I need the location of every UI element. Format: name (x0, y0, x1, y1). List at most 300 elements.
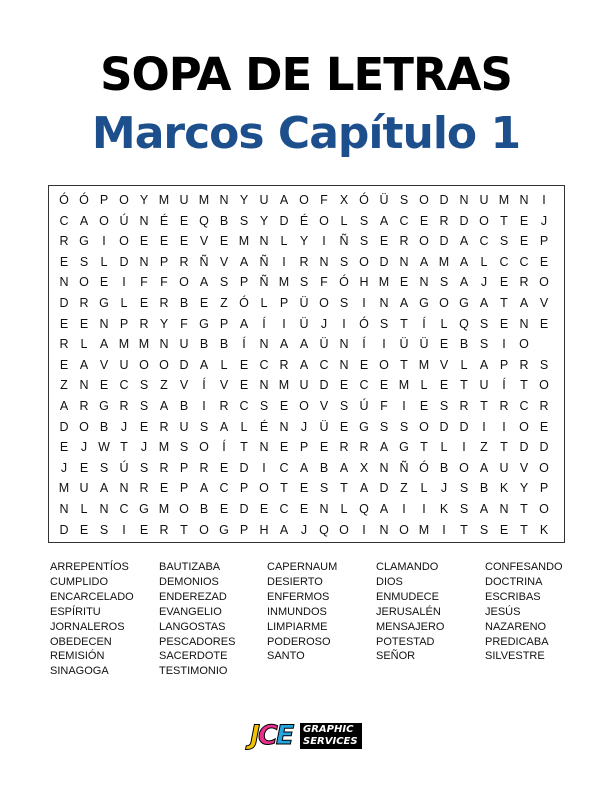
word-list-item: BAUTIZABA (159, 561, 221, 573)
grid-letter: P (499, 357, 509, 372)
grid-row (49, 519, 564, 541)
grid-letter: O (79, 419, 89, 434)
grid-letter: R (219, 399, 229, 413)
word-list-item: POTESTAD (376, 635, 435, 648)
grid-letter: L (120, 296, 128, 310)
word-list-item: SANTO (267, 650, 305, 663)
grid-letter: A (379, 213, 389, 228)
grid-letter: L (220, 357, 228, 372)
grid-letter: T (480, 399, 488, 413)
grid-letter: Ó (59, 193, 69, 207)
grid-letter: O (439, 296, 449, 310)
grid-letter: T (500, 213, 508, 228)
word-list-item: CAPERNAUM (267, 561, 338, 573)
grid-letter: T (520, 502, 528, 516)
grid-letter: R (79, 296, 89, 310)
grid-letter: B (179, 399, 189, 413)
word-list-item: INMUNDOS (267, 605, 327, 618)
grid-letter: N (139, 213, 149, 228)
logo-line-2: SERVICES (303, 736, 358, 747)
grid-letter: S (459, 502, 469, 516)
grid-letter: A (239, 254, 249, 269)
grid-letter: P (99, 193, 109, 207)
grid-letter: Í (362, 337, 366, 352)
grid-letter: Q (459, 316, 469, 331)
grid-letter: Ñ (259, 254, 269, 269)
grid-letter: M (398, 378, 410, 393)
grid-letter: B (459, 337, 469, 352)
grid-letter: J (480, 275, 488, 290)
grid-letter: V (199, 234, 209, 249)
grid-letter: R (199, 460, 209, 475)
grid-letter: A (279, 193, 289, 207)
grid-letter: I (282, 316, 286, 331)
grid-letter: C (499, 254, 509, 269)
grid-row (49, 292, 564, 314)
grid-row (49, 498, 564, 520)
grid-letter: L (420, 378, 428, 393)
grid-letter: A (239, 316, 249, 331)
grid-letter: O (339, 522, 349, 537)
word-list-item: LIMPIARME (267, 620, 328, 633)
grid-letter: D (179, 357, 189, 372)
word-list-item: ENCARCELADO (50, 590, 134, 603)
grid-letter: K (539, 522, 549, 537)
word-list-item: REMISIÓN (50, 650, 105, 663)
grid-letter: O (539, 460, 549, 475)
word-list-item: JESÚS (485, 605, 521, 618)
jce-mark: JCE (250, 720, 293, 751)
grid-letter: X (339, 193, 349, 207)
grid-letter: T (500, 440, 508, 455)
grid-letter: I (502, 337, 506, 352)
grid-letter: Ü (399, 337, 409, 352)
grid-letter: O (359, 254, 369, 269)
grid-letter: T (500, 296, 508, 310)
grid-letter: R (159, 460, 169, 475)
grid-letter: E (239, 357, 249, 372)
word-list-item: ESPÍRITU (50, 605, 101, 618)
grid-letter: U (479, 193, 489, 207)
grid-letter: Ñ (399, 460, 409, 475)
grid-row (49, 395, 564, 417)
grid-letter: C (239, 399, 249, 413)
grid-letter: Y (259, 213, 269, 228)
grid-letter: N (399, 254, 409, 269)
grid-letter: S (439, 275, 449, 290)
grid-letter: D (439, 419, 449, 434)
grid-letter: Y (299, 234, 309, 249)
grid-letter: É (299, 213, 309, 228)
grid-letter: U (479, 378, 489, 393)
grid-letter: F (380, 399, 388, 413)
grid-letter: E (59, 254, 69, 269)
grid-letter: I (502, 419, 506, 434)
grid-letter: E (279, 440, 289, 455)
word-list-item: CUMPLIDO (50, 575, 109, 588)
grid-letter: Q (199, 213, 209, 228)
grid-letter: E (519, 213, 529, 228)
grid-letter: M (378, 275, 390, 290)
grid-letter: A (479, 296, 489, 310)
grid-letter: M (158, 502, 170, 516)
word-list-item: ENMUDECE (376, 590, 439, 603)
grid-letter: E (499, 522, 509, 537)
grid-letter: Ü (299, 316, 309, 331)
grid-letter: R (139, 481, 149, 496)
grid-letter: L (340, 213, 348, 228)
grid-letter: S (399, 193, 409, 207)
grid-letter: N (419, 275, 429, 290)
grid-letter: S (139, 460, 149, 475)
grid-letter: J (300, 522, 308, 537)
grid-row (49, 374, 564, 396)
grid-letter: É (159, 213, 169, 228)
grid-letter: B (219, 213, 229, 228)
grid-letter: F (320, 193, 328, 207)
grid-letter: J (440, 481, 448, 496)
grid-letter: E (179, 213, 189, 228)
grid-letter: F (180, 316, 188, 331)
grid-letter: L (240, 419, 248, 434)
grid-letter: Z (160, 378, 168, 393)
grid-letter: A (419, 254, 429, 269)
grid-letter: R (139, 316, 149, 331)
grid-row (49, 333, 564, 355)
grid-letter: O (119, 193, 129, 207)
grid-letter: E (139, 522, 149, 537)
grid-letter: Í (422, 316, 426, 331)
grid-letter: N (519, 193, 529, 207)
grid-letter: N (119, 481, 129, 496)
grid-letter: Ú (119, 460, 129, 475)
grid-letter: M (158, 193, 170, 207)
grid-letter: R (299, 254, 309, 269)
grid-letter: M (498, 193, 510, 207)
grid-letter: N (499, 502, 509, 516)
grid-letter: A (59, 399, 69, 413)
grid-letter: G (139, 502, 149, 516)
grid-row (49, 189, 564, 211)
grid-letter: P (299, 440, 309, 455)
grid-letter: T (460, 522, 468, 537)
grid-letter: L (440, 440, 448, 455)
grid-letter: M (438, 254, 450, 269)
grid-letter: D (539, 440, 549, 455)
grid-row (49, 457, 564, 479)
grid-letter: M (158, 440, 170, 455)
word-list-item: JORNALEROS (50, 620, 125, 633)
grid-row (49, 230, 564, 252)
grid-letter: Ü (379, 193, 389, 207)
grid-letter: T (520, 378, 528, 393)
grid-letter: N (259, 337, 269, 352)
grid-letter: U (119, 357, 129, 372)
grid-letter: O (539, 378, 549, 393)
grid-letter: Í (502, 378, 506, 393)
grid-letter: S (359, 234, 369, 249)
grid-letter: Q (319, 522, 329, 537)
grid-letter: O (519, 337, 529, 352)
grid-letter: E (139, 419, 149, 434)
grid-letter: A (299, 337, 309, 352)
grid-letter: L (80, 337, 88, 352)
grid-letter: C (279, 502, 289, 516)
grid-letter: C (319, 357, 329, 372)
grid-letter: A (479, 502, 489, 516)
grid-letter: E (219, 460, 229, 475)
grid-letter: R (459, 399, 469, 413)
word-list-item: ENDEREZAD (159, 590, 227, 603)
grid-letter: P (159, 254, 169, 269)
grid-letter: O (539, 275, 549, 290)
grid-letter: O (419, 234, 429, 249)
grid-letter: P (539, 234, 549, 249)
grid-letter: I (402, 399, 406, 413)
word-list-item: DESIERTO (267, 575, 323, 588)
grid-letter: O (459, 460, 469, 475)
grid-letter: S (459, 481, 469, 496)
grid-letter: O (119, 234, 129, 249)
grid-letter: C (119, 378, 129, 393)
grid-letter: R (159, 419, 169, 434)
grid-letter: N (379, 296, 389, 310)
grid-letter: E (439, 378, 449, 393)
grid-letter: L (260, 296, 268, 310)
grid-letter: M (198, 193, 210, 207)
grid-letter: E (199, 296, 209, 310)
grid-letter: P (239, 275, 249, 290)
grid-letter: E (259, 502, 269, 516)
grid-letter: F (140, 275, 148, 290)
grid-letter: D (459, 419, 469, 434)
grid-letter: E (439, 337, 449, 352)
grid-letter: N (259, 378, 269, 393)
grid-letter: I (542, 193, 546, 207)
grid-letter: D (239, 502, 249, 516)
grid-letter: I (322, 234, 326, 249)
grid-letter: U (259, 193, 269, 207)
grid-letter: S (139, 378, 149, 393)
grid-letter: C (219, 481, 229, 496)
grid-letter: N (79, 378, 89, 393)
grid-letter: O (519, 419, 529, 434)
grid-letter: J (300, 419, 308, 434)
grid-letter: Í (222, 440, 226, 455)
grid-letter: S (379, 316, 389, 331)
grid-row (49, 477, 564, 499)
grid-letter: R (519, 275, 529, 290)
grid-letter: S (239, 213, 249, 228)
grid-letter: R (279, 357, 289, 372)
letter-grid (48, 185, 565, 543)
grid-letter: P (539, 481, 549, 496)
grid-letter: Ú (119, 213, 129, 228)
graphic-services-badge (300, 723, 362, 749)
grid-letter: O (99, 213, 109, 228)
grid-letter: V (539, 296, 549, 310)
grid-letter: B (219, 337, 229, 352)
page-title: SOPA DE LETRAS (100, 48, 512, 101)
grid-letter: V (519, 460, 529, 475)
grid-letter: O (79, 275, 89, 290)
grid-letter: Y (159, 316, 169, 331)
grid-letter: B (179, 296, 189, 310)
grid-letter: A (299, 460, 309, 475)
grid-letter: O (299, 399, 309, 413)
grid-letter: T (520, 522, 528, 537)
grid-letter: I (402, 502, 406, 516)
grid-letter: M (418, 357, 430, 372)
grid-letter: F (160, 275, 168, 290)
grid-letter: L (440, 316, 448, 331)
grid-letter: O (419, 193, 429, 207)
grid-letter: Ñ (259, 275, 269, 290)
grid-letter: U (179, 193, 189, 207)
grid-letter: G (459, 296, 469, 310)
grid-letter: L (420, 481, 428, 496)
grid-letter: A (399, 296, 409, 310)
grid-letter: C (519, 254, 529, 269)
grid-letter: C (259, 357, 269, 372)
grid-letter: G (359, 419, 369, 434)
grid-letter: N (519, 316, 529, 331)
grid-letter: S (199, 419, 209, 434)
grid-letter: P (219, 316, 229, 331)
grid-letter: A (459, 275, 469, 290)
grid-letter: M (138, 337, 150, 352)
grid-letter: Y (239, 193, 249, 207)
grid-letter: D (439, 234, 449, 249)
grid-row (49, 436, 564, 458)
grid-letter: R (399, 234, 409, 249)
grid-letter: E (339, 378, 349, 393)
grid-letter: I (462, 440, 466, 455)
grid-letter: Ü (419, 337, 429, 352)
grid-letter: R (79, 399, 89, 413)
grid-letter: O (179, 502, 189, 516)
grid-letter: Ó (339, 275, 349, 290)
grid-letter: Y (519, 481, 529, 496)
grid-letter: E (59, 316, 69, 331)
grid-letter: Ú (359, 399, 369, 413)
grid-letter: S (399, 419, 409, 434)
word-list-item: PODEROSO (267, 635, 331, 648)
grid-row (49, 271, 564, 293)
grid-letter: E (539, 254, 549, 269)
grid-letter: T (400, 357, 408, 372)
grid-letter: R (59, 337, 69, 352)
grid-letter: L (340, 502, 348, 516)
grid-row (49, 251, 564, 273)
grid-row (49, 313, 564, 335)
grid-letter: E (419, 213, 429, 228)
grid-letter: P (279, 296, 289, 310)
grid-letter: T (460, 378, 468, 393)
grid-letter: N (259, 440, 269, 455)
grid-letter: D (59, 419, 69, 434)
grid-letter: E (379, 234, 389, 249)
word-list-item: SINAGOGA (50, 665, 109, 678)
grid-letter: V (179, 378, 189, 393)
grid-letter: A (199, 481, 209, 496)
word-list-item: PREDICABA (485, 635, 549, 648)
grid-letter: A (159, 399, 169, 413)
grid-letter: N (159, 337, 169, 352)
grid-letter: I (202, 399, 206, 413)
grid-letter: L (80, 502, 88, 516)
grid-letter: V (319, 399, 329, 413)
grid-letter: R (339, 440, 349, 455)
grid-letter: A (379, 440, 389, 455)
grid-letter: J (320, 316, 328, 331)
grid-letter: I (282, 254, 286, 269)
grid-letter: V (219, 378, 229, 393)
grid-letter: J (540, 213, 548, 228)
grid-letter: O (159, 357, 169, 372)
grid-letter: A (339, 460, 349, 475)
grid-letter: A (479, 357, 489, 372)
grid-letter: E (79, 316, 89, 331)
grid-letter: E (219, 502, 229, 516)
grid-letter: Z (400, 481, 408, 496)
grid-letter: Y (139, 193, 149, 207)
grid-letter: E (99, 275, 109, 290)
grid-letter: E (219, 234, 229, 249)
grid-letter: O (319, 213, 329, 228)
grid-letter: K (439, 502, 449, 516)
grid-letter: J (60, 460, 68, 475)
grid-letter: Z (480, 440, 488, 455)
grid-letter: D (59, 522, 69, 537)
grid-letter: J (80, 440, 88, 455)
grid-letter: G (399, 440, 409, 455)
grid-letter: V (219, 254, 229, 269)
grid-letter: I (362, 296, 366, 310)
grid-letter: R (359, 440, 369, 455)
grid-letter: E (79, 522, 89, 537)
grid-letter: I (382, 337, 386, 352)
grid-letter: O (299, 193, 309, 207)
grid-letter: Ü (319, 337, 329, 352)
grid-letter: Ñ (199, 254, 209, 269)
grid-letter: D (119, 254, 129, 269)
grid-letter: L (460, 357, 468, 372)
grid-letter: O (419, 419, 429, 434)
grid-letter: E (399, 275, 409, 290)
grid-letter: S (99, 522, 109, 537)
grid-letter: V (439, 357, 449, 372)
grid-letter: N (339, 337, 349, 352)
grid-letter: O (199, 522, 209, 537)
grid-letter: E (499, 275, 509, 290)
grid-letter: G (419, 296, 429, 310)
grid-letter: I (342, 316, 346, 331)
grid-letter: N (59, 502, 69, 516)
grid-letter: H (259, 522, 269, 537)
grid-letter: R (179, 254, 189, 269)
grid-letter: I (362, 522, 366, 537)
grid-letter: B (199, 337, 209, 352)
grid-letter: Ó (79, 193, 89, 207)
grid-letter: I (482, 419, 486, 434)
grid-row (49, 416, 564, 438)
grid-letter: M (418, 522, 430, 537)
grid-letter: M (118, 337, 130, 352)
grid-letter: B (199, 502, 209, 516)
grid-letter: C (359, 378, 369, 393)
grid-letter: E (179, 234, 189, 249)
